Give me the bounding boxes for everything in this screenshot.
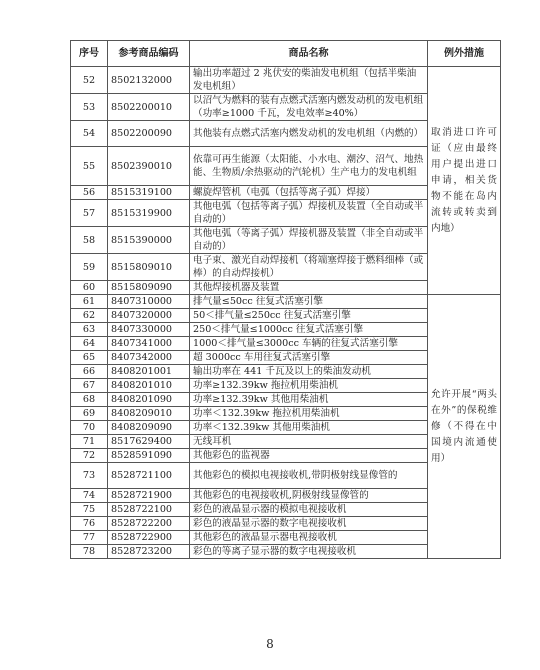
serial-number-cell: 59 — [71, 254, 108, 281]
commodity-code-cell: 8408201001 — [108, 365, 190, 379]
commodity-code-cell: 8515809010 — [108, 254, 190, 281]
commodity-code-cell: 8502200010 — [108, 94, 190, 121]
commodity-code-cell: 8528721900 — [108, 489, 190, 503]
commodity-code-cell: 8515319100 — [108, 186, 190, 200]
serial-number-cell: 58 — [71, 227, 108, 254]
serial-number-cell: 67 — [71, 379, 108, 393]
serial-number-cell: 64 — [71, 337, 108, 351]
commodity-name-cell: 其他焊接机器及装置 — [190, 281, 428, 295]
page-number: 8 — [266, 637, 274, 651]
header-serial-number: 序号 — [71, 41, 108, 67]
commodity-code-cell: 8408209090 — [108, 421, 190, 435]
commodity-name-cell: 螺旋焊管机（电弧（包括等离子弧）焊接） — [190, 186, 428, 200]
commodity-code-cell: 8407341000 — [108, 337, 190, 351]
commodity-code-cell: 8515809090 — [108, 281, 190, 295]
header-commodity-name: 商品名称 — [190, 41, 428, 67]
table-row — [71, 295, 501, 309]
commodity-name-cell: 超 3000cc 车用往复式活塞引擎 — [190, 351, 428, 365]
serial-number-cell: 54 — [71, 121, 108, 147]
commodity-code-cell: 8528722200 — [108, 517, 190, 531]
commodity-name-cell: 排气量≤50cc 往复式活塞引擎 — [190, 295, 428, 309]
commodity-name-cell: 功率≥132.39kw 拖拉机用柴油机 — [190, 379, 428, 393]
serial-number-cell: 66 — [71, 365, 108, 379]
serial-number-cell: 57 — [71, 200, 108, 227]
commodity-name-cell: 输出功率超过 2 兆伏安的柴油发电机组（包括半柴油发电机组） — [190, 67, 428, 94]
serial-number-cell: 78 — [71, 545, 108, 559]
commodity-name-cell: 彩色的液晶显示器的模拟电视接收机 — [190, 503, 428, 517]
serial-number-cell: 75 — [71, 503, 108, 517]
header-exception-measure: 例外措施 — [428, 41, 501, 67]
commodity-code-cell: 8408201010 — [108, 379, 190, 393]
serial-number-cell: 69 — [71, 407, 108, 421]
commodity-code-cell: 8502132000 — [108, 67, 190, 94]
exception-measure-cell: 取消进口许可证（应由最终用户提出进口申请，相关货物不能在岛内流转或转卖到内地） — [428, 67, 501, 295]
commodity-code-cell: 8407310000 — [108, 295, 190, 309]
commodity-code-cell: 8407330000 — [108, 323, 190, 337]
serial-number-cell: 77 — [71, 531, 108, 545]
commodity-name-cell: 其他装有点燃式活塞内燃发动机的发电机组（内燃的） — [190, 121, 428, 147]
commodity-name-cell: 彩色的液晶显示器的数字电视接收机 — [190, 517, 428, 531]
serial-number-cell: 52 — [71, 67, 108, 94]
commodity-code-cell: 8528722900 — [108, 531, 190, 545]
commodity-code-cell: 8407320000 — [108, 309, 190, 323]
goods-exception-table — [70, 40, 501, 559]
serial-number-cell: 71 — [71, 435, 108, 449]
table-row — [71, 67, 501, 94]
commodity-code-cell: 8517629400 — [108, 435, 190, 449]
commodity-name-cell: 功率≥132.39kw 其他用柴油机 — [190, 393, 428, 407]
commodity-name-cell: 其他电弧（等离子弧）焊接机器及装置（非全自动或半自动的） — [190, 227, 428, 254]
serial-number-cell: 53 — [71, 94, 108, 121]
header-commodity-code: 参考商品编码 — [108, 41, 190, 67]
serial-number-cell: 55 — [71, 147, 108, 186]
commodity-name-cell: 其他彩色的模拟电视接收机,带阴极射线显像管的 — [190, 463, 428, 489]
commodity-code-cell: 8407342000 — [108, 351, 190, 365]
serial-number-cell: 60 — [71, 281, 108, 295]
commodity-name-cell: 功率＜132.39kw 拖拉机用柴油机 — [190, 407, 428, 421]
commodity-name-cell: 其他彩色的监视器 — [190, 449, 428, 463]
serial-number-cell: 63 — [71, 323, 108, 337]
commodity-name-cell: 无线耳机 — [190, 435, 428, 449]
serial-number-cell: 61 — [71, 295, 108, 309]
table-body — [71, 67, 501, 559]
commodity-name-cell: 输出功率在 441 千瓦及以上的柴油发动机 — [190, 365, 428, 379]
commodity-code-cell: 8408201090 — [108, 393, 190, 407]
commodity-code-cell: 8528722100 — [108, 503, 190, 517]
serial-number-cell: 72 — [71, 449, 108, 463]
serial-number-cell: 65 — [71, 351, 108, 365]
commodity-name-cell: 彩色的等离子显示器的数字电视接收机 — [190, 545, 428, 559]
commodity-code-cell: 8502390010 — [108, 147, 190, 186]
commodity-name-cell: 其他彩色的电视接收机,阴极射线显像管的 — [190, 489, 428, 503]
commodity-name-cell: 功率＜132.39kw 其他用柴油机 — [190, 421, 428, 435]
serial-number-cell: 70 — [71, 421, 108, 435]
serial-number-cell: 76 — [71, 517, 108, 531]
commodity-code-cell: 8515319900 — [108, 200, 190, 227]
commodity-code-cell: 8528721100 — [108, 463, 190, 489]
commodity-name-cell: 依靠可再生能源（太阳能、小水电、潮汐、沼气、地热能、生物质/余热驱动的汽轮机）生产电力的发电机组 — [190, 147, 428, 186]
table-header-row — [71, 41, 501, 67]
commodity-code-cell: 8408209010 — [108, 407, 190, 421]
exception-measure-cell: 允许开展“两头在外”的保税维修（不得在中国境内流通使用） — [428, 295, 501, 559]
commodity-name-cell: 50＜排气量≤250cc 往复式活塞引擎 — [190, 309, 428, 323]
serial-number-cell: 62 — [71, 309, 108, 323]
commodity-code-cell: 8515390000 — [108, 227, 190, 254]
commodity-name-cell: 其他电弧（包括等离子弧）焊接机及装置（全自动或半自动的） — [190, 200, 428, 227]
serial-number-cell: 73 — [71, 463, 108, 489]
commodity-code-cell: 8502200090 — [108, 121, 190, 147]
serial-number-cell: 74 — [71, 489, 108, 503]
commodity-name-cell: 1000＜排气量≤3000cc 车辆的往复式活塞引擎 — [190, 337, 428, 351]
commodity-code-cell: 8528591090 — [108, 449, 190, 463]
commodity-name-cell: 以沼气为燃料的装有点燃式活塞内燃发动机的发电机组（功率≥1000 千瓦，发电效率≥40%） — [190, 94, 428, 121]
serial-number-cell: 56 — [71, 186, 108, 200]
commodity-name-cell: 电子束、激光自动焊接机（将端塞焊接于燃料细棒（或棒）的自动焊接机） — [190, 254, 428, 281]
commodity-code-cell: 8528723200 — [108, 545, 190, 559]
serial-number-cell: 68 — [71, 393, 108, 407]
commodity-name-cell: 其他彩色的液晶显示器电视接收机 — [190, 531, 428, 545]
commodity-name-cell: 250＜排气量≤1000cc 往复式活塞引擎 — [190, 323, 428, 337]
